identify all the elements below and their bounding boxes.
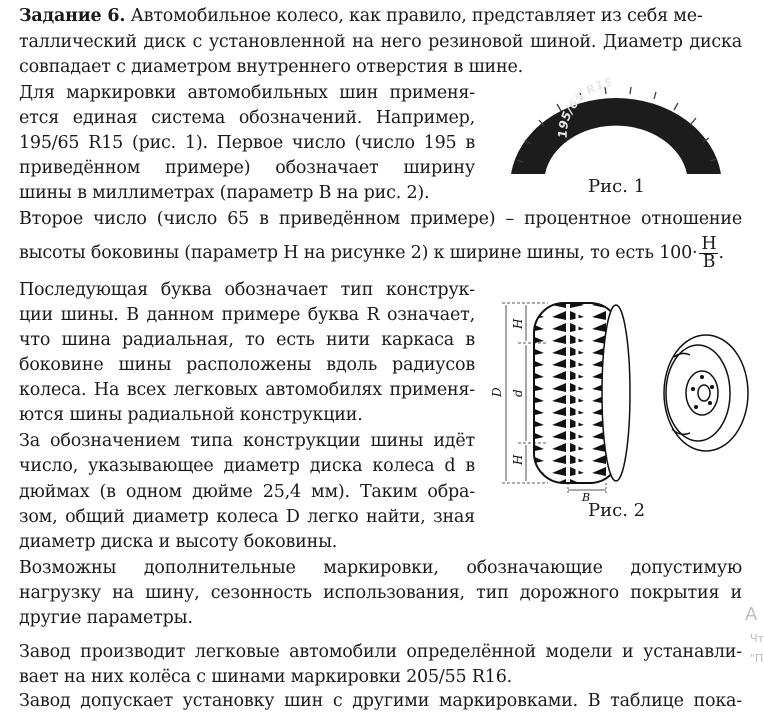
- text-line: диаметр диска и высоту боковины.: [19, 532, 338, 552]
- text-line: ются шины радиальной конструкции.: [19, 405, 363, 425]
- text-line: шины в миллиметрах (параметр B на рис. 2).: [19, 183, 430, 203]
- text-line: ется единая система обозначений. Например,: [19, 108, 475, 128]
- fraction-denominator: B: [702, 252, 716, 272]
- task-text: Автомобильное колесо, как правило, представляет из себя ме-: [125, 6, 703, 26]
- figure-1-caption: Рис. 1: [588, 176, 646, 197]
- text-line: Завод производит легковые автомобили определённой модели и устанавли-: [19, 642, 742, 662]
- fraction-numerator: H: [701, 234, 717, 254]
- text-line: ции шины. В данном примере буква R означает,: [19, 305, 475, 325]
- tire-marking: 195/65 R15: [555, 76, 614, 139]
- text-line: другие параметры.: [19, 608, 193, 628]
- fraction-end: .: [718, 243, 724, 263]
- text-line: вает на них колёса с шинами маркировки 205/55 R16.: [19, 667, 513, 687]
- task-label: Задание 6.: [19, 6, 126, 26]
- label-H-bottom: H: [511, 454, 525, 465]
- text-line: Для маркировки автомобильных шин применя-: [19, 83, 475, 103]
- text-line: зом, общий диаметр колеса D легко найти, зная: [19, 507, 475, 527]
- side-fragment: Чт: [750, 632, 764, 645]
- task-line-1: [19, 3, 703, 29]
- text-line: колеса. На всех легковых автомобилях применя-: [19, 380, 475, 400]
- fraction-h-over-b: [699, 236, 718, 271]
- label-B: B: [582, 491, 591, 504]
- text-line: Последующая буква обозначает тип конструк-: [19, 280, 475, 300]
- label-D: D: [490, 387, 504, 397]
- text-line-with-fraction: [19, 236, 724, 271]
- label-d: d: [511, 389, 525, 397]
- text-line: Второе число (число 65 в приведённом примере) – процентное отношение: [19, 209, 742, 229]
- text-line: приведённом примере) обозначает ширину: [19, 158, 475, 178]
- figure-1-tire: [505, 76, 727, 176]
- label-H-top: H: [511, 318, 525, 329]
- text-line: число, указывающее диаметр диска колеса d в: [19, 456, 475, 476]
- text-line: боковине шины расположены вдоль радиусов: [19, 355, 475, 375]
- text-line: таллический диск с установленной на него резиновой шиной. Диаметр диска: [19, 32, 742, 52]
- text-line: дюймах (в одном дюйме 25,4 мм). Таким обра-: [19, 482, 475, 502]
- side-fragment: А: [745, 604, 758, 625]
- text-line: совпадает с диаметром внутреннего отверстия в шине.: [19, 57, 524, 77]
- text-line: За обозначением типа конструкции шины идёт: [19, 431, 475, 451]
- text-line: Возможны дополнительные маркировки, обозначающие допустимую: [19, 558, 742, 578]
- text-line: 195/65 R15 (рис. 1). Первое число (число 195 в: [19, 133, 475, 153]
- text-line: что шина радиальная, то есть нити каркаса в: [19, 330, 475, 350]
- text-line: Завод допускает установку шин с другими маркировками. В таблице пока-: [19, 691, 742, 711]
- text-segment: высоты боковины (параметр H на рисунке 2) к ширине шины, то есть 100·: [19, 243, 698, 263]
- side-fragment: "П: [750, 652, 764, 665]
- figure-2-caption: Рис. 2: [588, 500, 646, 521]
- figure-2-tire-diagram: [488, 297, 750, 502]
- text-line: нагрузку на шину, сезонность использования, тип дорожного покрытия и: [19, 583, 742, 603]
